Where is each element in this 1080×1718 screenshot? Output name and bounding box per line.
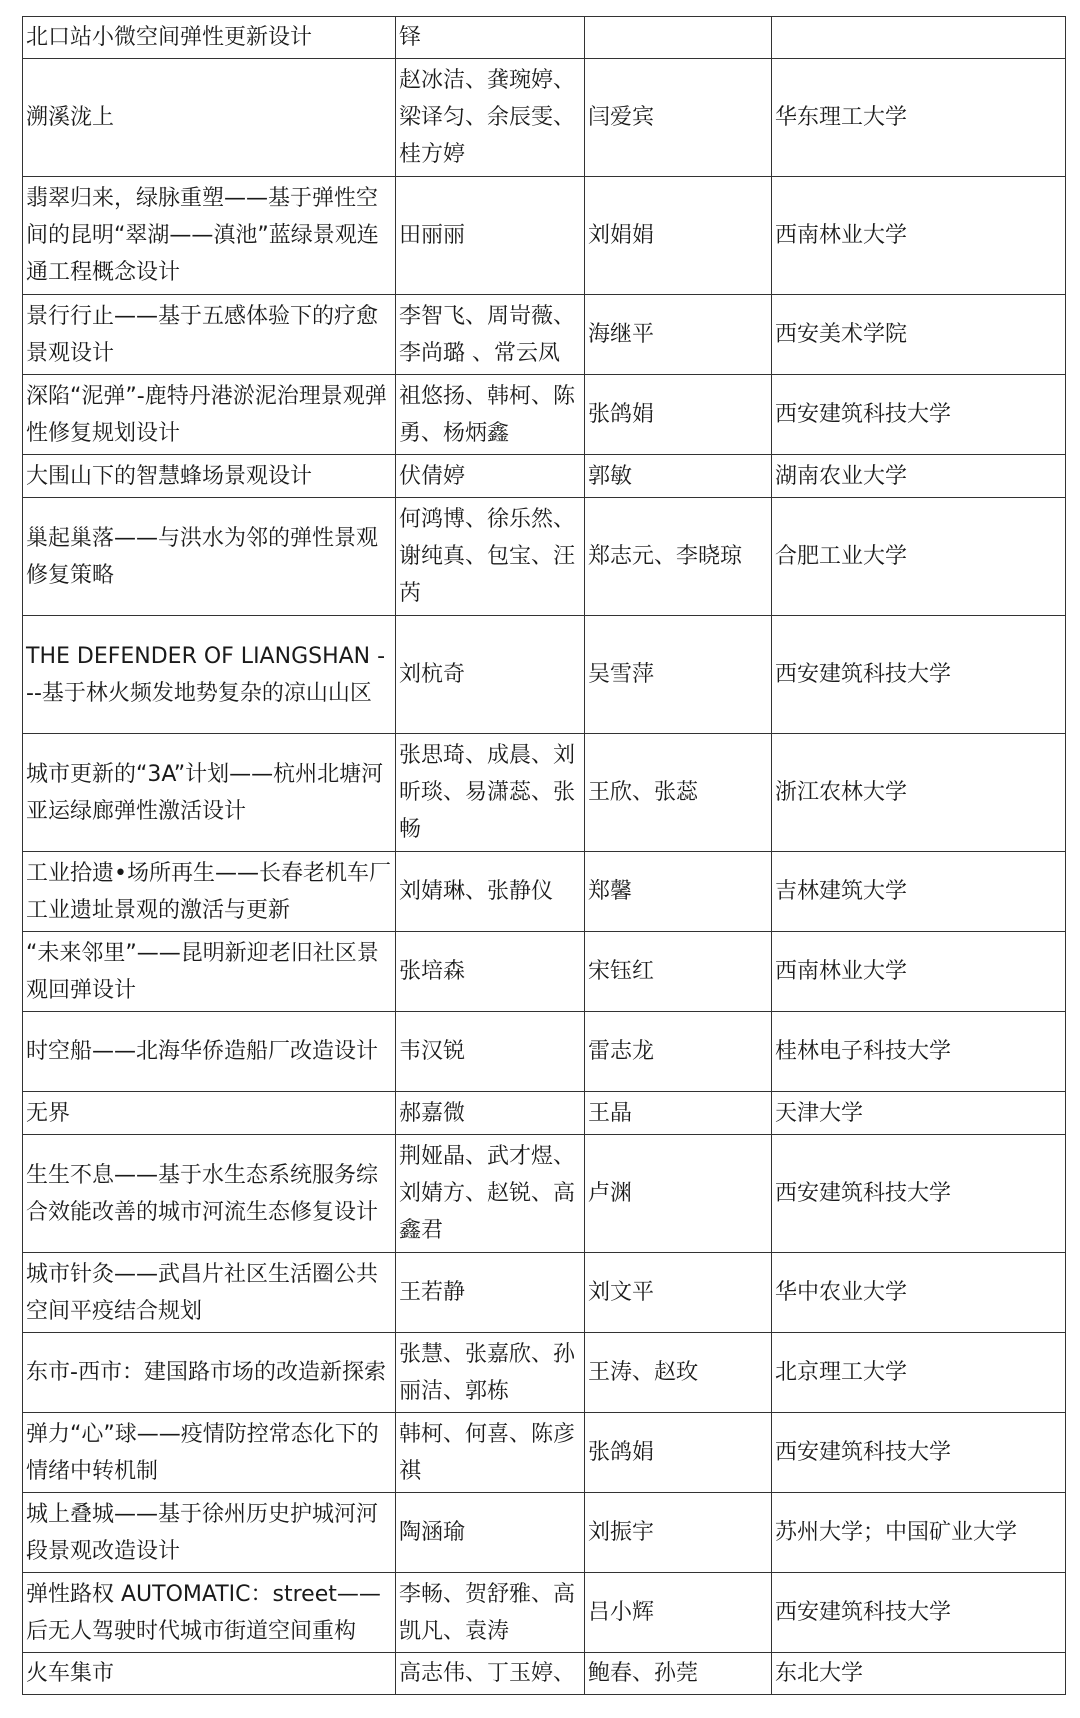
school-cell: 吉林建筑大学 [772,852,1066,932]
school-cell: 天津大学 [772,1092,1066,1135]
authors-cell: 韦汉锐 [396,1012,585,1092]
authors-cell: 刘杭奇 [396,616,585,734]
advisor-cell: 刘振宇 [585,1493,772,1573]
authors-cell: 陶涵瑜 [396,1493,585,1573]
advisor-cell: 郑馨 [585,852,772,932]
table-row [23,375,1066,455]
work-title-cell: “未来邻里”——昆明新迎老旧社区景观回弹设计 [23,932,396,1012]
table-row [23,295,1066,375]
work-title-cell: 弹性路权 AUTOMATIC：street——后无人驾驶时代城市街道空间重构 [23,1573,396,1653]
work-title-cell: 溯溪泷上 [23,59,396,177]
advisor-cell: 雷志龙 [585,1012,772,1092]
advisor-cell: 海继平 [585,295,772,375]
table-body [23,17,1066,1695]
table-row [23,1653,1066,1695]
work-title-cell: 巢起巢落——与洪水为邻的弹性景观修复策略 [23,498,396,616]
school-cell: 西安建筑科技大学 [772,1135,1066,1253]
school-cell: 北京理工大学 [772,1333,1066,1413]
award-list-table [22,16,1065,1695]
advisor-cell: 吴雪萍 [585,616,772,734]
work-title-cell: 翡翠归来，绿脉重塑——基于弹性空间的昆明“翠湖——滇池”蓝绿景观连通工程概念设计 [23,177,396,295]
school-cell: 西安美术学院 [772,295,1066,375]
school-cell: 西安建筑科技大学 [772,1413,1066,1493]
work-title-cell: 弹力“心”球——疫情防控常态化下的情绪中转机制 [23,1413,396,1493]
advisor-cell: 张鸽娟 [585,1413,772,1493]
authors-cell: 高志伟、丁玉婷、 [396,1653,585,1695]
table-row [23,1573,1066,1653]
work-title-cell: 东市-西市：建国路市场的改造新探索 [23,1333,396,1413]
table-row [23,734,1066,852]
work-title-cell: 无界 [23,1092,396,1135]
table-row [23,616,1066,734]
advisor-cell: 刘娟娟 [585,177,772,295]
work-title-cell: 大围山下的智慧蜂场景观设计 [23,455,396,498]
advisor-cell: 王晶 [585,1092,772,1135]
school-cell: 苏州大学；中国矿业大学 [772,1493,1066,1573]
authors-cell: 王若静 [396,1253,585,1333]
advisor-cell: 王欣、张蕊 [585,734,772,852]
authors-cell: 韩柯、何喜、陈彦祺 [396,1413,585,1493]
work-title-cell: THE DEFENDER OF LIANGSHAN ---基于林火频发地势复杂的凉山山区 [23,616,396,734]
school-cell: 西南林业大学 [772,932,1066,1012]
school-cell: 西安建筑科技大学 [772,1573,1066,1653]
work-title-cell: 火车集市 [23,1653,396,1695]
authors-cell: 郝嘉微 [396,1092,585,1135]
authors-cell: 李智飞、周岢薇、李尚璐 、常云凤 [396,295,585,375]
authors-cell: 祖悠扬、韩柯、陈勇、杨炳鑫 [396,375,585,455]
school-cell: 华东理工大学 [772,59,1066,177]
work-title-cell: 时空船——北海华侨造船厂改造设计 [23,1012,396,1092]
table-row [23,1413,1066,1493]
table-row [23,1253,1066,1333]
authors-cell: 张慧、张嘉欣、孙丽洁、郭栋 [396,1333,585,1413]
school-cell: 东北大学 [772,1653,1066,1695]
school-cell: 华中农业大学 [772,1253,1066,1333]
work-title-cell: 城市针灸——武昌片社区生活圈公共空间平疫结合规划 [23,1253,396,1333]
school-cell: 浙江农林大学 [772,734,1066,852]
authors-cell: 刘婧琳、张静仪 [396,852,585,932]
school-cell: 西安建筑科技大学 [772,616,1066,734]
authors-cell: 铎 [396,17,585,59]
authors-cell: 何鸿博、徐乐然、谢纯真、包宝、汪芮 [396,498,585,616]
advisor-cell: 郑志元、李晓琼 [585,498,772,616]
advisor-cell: 王涛、赵玫 [585,1333,772,1413]
work-title-cell: 工业拾遗•场所再生——长春老机车厂工业遗址景观的激活与更新 [23,852,396,932]
results-table [22,16,1066,1695]
advisor-cell: 吕小辉 [585,1573,772,1653]
table-row [23,59,1066,177]
authors-cell: 李畅、贺舒雅、高凯凡、袁涛 [396,1573,585,1653]
authors-cell: 张培森 [396,932,585,1012]
advisor-cell: 宋钰红 [585,932,772,1012]
authors-cell: 田丽丽 [396,177,585,295]
authors-cell: 赵冰洁、龚琬婷、梁译匀、余辰雯、桂方婷 [396,59,585,177]
authors-cell: 张思琦、成晨、刘昕琰、易潇蕊、张畅 [396,734,585,852]
school-cell: 桂林电子科技大学 [772,1012,1066,1092]
work-title-cell: 城市更新的“3A”计划——杭州北塘河亚运绿廊弹性激活设计 [23,734,396,852]
advisor-cell: 郭敏 [585,455,772,498]
school-cell [772,17,1066,59]
table-row [23,1493,1066,1573]
school-cell: 湖南农业大学 [772,455,1066,498]
work-title-cell: 景行行止——基于五感体验下的疗愈景观设计 [23,295,396,375]
work-title-cell: 生生不息——基于水生态系统服务综合效能改善的城市河流生态修复设计 [23,1135,396,1253]
authors-cell: 荆娅晶、武才煜、刘婧方、赵锐、高鑫君 [396,1135,585,1253]
table-row [23,455,1066,498]
table-row [23,1135,1066,1253]
table-row [23,17,1066,59]
school-cell: 西安建筑科技大学 [772,375,1066,455]
table-row [23,177,1066,295]
table-row [23,1333,1066,1413]
advisor-cell: 张鸽娟 [585,375,772,455]
table-row [23,498,1066,616]
table-row [23,852,1066,932]
table-row [23,1092,1066,1135]
work-title-cell: 城上叠城——基于徐州历史护城河河段景观改造设计 [23,1493,396,1573]
advisor-cell: 鲍春、孙莞 [585,1653,772,1695]
school-cell: 西南林业大学 [772,177,1066,295]
table-row [23,932,1066,1012]
advisor-cell: 刘文平 [585,1253,772,1333]
school-cell: 合肥工业大学 [772,498,1066,616]
work-title-cell: 深陷“泥弹”-鹿特丹港淤泥治理景观弹性修复规划设计 [23,375,396,455]
work-title-cell: 北口站小微空间弹性更新设计 [23,17,396,59]
table-row [23,1012,1066,1092]
authors-cell: 伏倩婷 [396,455,585,498]
advisor-cell: 卢渊 [585,1135,772,1253]
advisor-cell: 闫爱宾 [585,59,772,177]
advisor-cell [585,17,772,59]
